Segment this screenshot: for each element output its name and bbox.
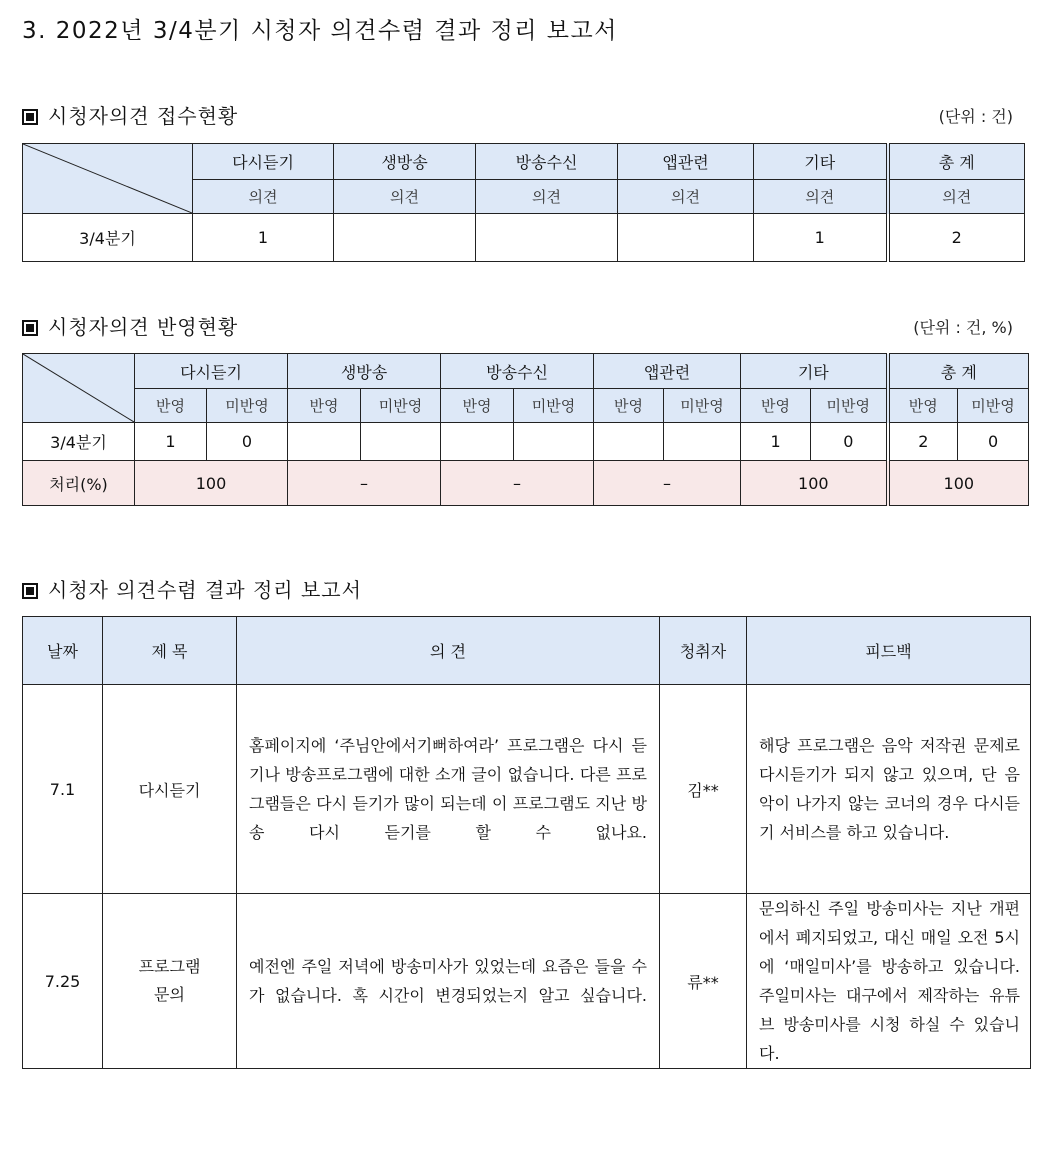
sub-header: 의견 [618, 180, 754, 214]
square-bullet-icon [22, 320, 38, 336]
reflect-unit: (단위 : 건, %) [913, 318, 1013, 337]
table-cell [594, 423, 664, 461]
sub-header-reflected: 반영 [288, 389, 361, 423]
sub-header-reflected: 반영 [441, 389, 514, 423]
receipt-unit: (단위 : 건) [938, 107, 1013, 126]
table-cell [441, 423, 514, 461]
reflect-heading-text: 시청자의견 반영현황 [48, 315, 239, 339]
rate-cell-total: 100 [888, 461, 1029, 506]
table-row [23, 894, 1031, 1069]
header-listener: 청취자 [660, 617, 747, 685]
sub-header-unreflected: 미반영 [664, 389, 741, 423]
sub-header-reflected: 반영 [594, 389, 664, 423]
sub-header-reflected: 반영 [741, 389, 811, 423]
report-heading-text: 시청자 의견수렴 결과 정리 보고서 [48, 578, 362, 602]
row-opinion: 홈페이지에 ‘주님안에서기뻐하여라’ 프로그램은 다시 듣기나 방송프로그램에 대한 소개 글이 없습니다. 다른 프로그램들은 다시 듣기가 많이 되는데 이 프로그램도 지난 방송 다시 듣기를 할 수 없나요. [237, 685, 660, 894]
table-cell [476, 214, 618, 262]
report-heading [22, 574, 362, 603]
table-cell: 0 [207, 423, 288, 461]
column-header: 앱관련 [594, 354, 741, 389]
header-feedback: 피드백 [747, 617, 1031, 685]
row-label: 3/4분기 [23, 423, 135, 461]
row-subject: 다시듣기 [103, 685, 237, 894]
column-header: 기타 [741, 354, 888, 389]
sub-header: 의견 [334, 180, 476, 214]
column-header-total: 총 계 [888, 354, 1029, 389]
table-cell: 1 [741, 423, 811, 461]
sub-header-unreflected: 미반영 [361, 389, 441, 423]
receipt-heading-text: 시청자의견 접수현황 [48, 104, 239, 128]
header-opinion: 의 견 [237, 617, 660, 685]
table-cell: 1 [754, 214, 888, 262]
rate-cell: – [594, 461, 741, 506]
receipt-table [22, 143, 1025, 262]
row-opinion: 예전엔 주일 저녁에 방송미사가 있었는데 요즘은 들을 수가 없습니다. 혹 시간이 변경되었는지 알고 싶습니다. [237, 894, 660, 1069]
row-label: 3/4분기 [23, 214, 193, 262]
table-cell [288, 423, 361, 461]
rate-cell: 100 [741, 461, 888, 506]
sub-header: 의견 [888, 180, 1025, 214]
row-date: 7.1 [23, 685, 103, 894]
diagonal-header-cell [23, 144, 193, 214]
table-cell [514, 423, 594, 461]
table-cell [361, 423, 441, 461]
receipt-heading [22, 100, 238, 129]
table-cell-total: 2 [888, 423, 958, 461]
column-header: 방송수신 [441, 354, 594, 389]
sub-header-unreflected: 미반영 [207, 389, 288, 423]
sub-header-unreflected: 미반영 [958, 389, 1029, 423]
reflect-table [22, 353, 1029, 506]
column-header: 방송수신 [476, 144, 618, 180]
square-bullet-icon [22, 583, 38, 599]
header-date: 날짜 [23, 617, 103, 685]
row-listener: 김** [660, 685, 747, 894]
table-row [23, 685, 1031, 894]
rate-cell: 100 [135, 461, 288, 506]
table-cell: 0 [811, 423, 888, 461]
row-listener: 류** [660, 894, 747, 1069]
square-bullet-icon [22, 109, 38, 125]
column-header: 생방송 [288, 354, 441, 389]
column-header: 다시듣기 [193, 144, 334, 180]
row-subject: 프로그램 문의 [103, 894, 237, 1069]
row-date: 7.25 [23, 894, 103, 1069]
table-cell-total: 2 [888, 214, 1025, 262]
sub-header: 의견 [754, 180, 888, 214]
row-feedback: 해당 프로그램은 음악 저작권 문제로 다시듣기가 되지 않고 있으며, 단 음악이 나가지 않는 코너의 경우 다시듣기 서비스를 하고 있습니다. [747, 685, 1031, 894]
row-feedback: 문의하신 주일 방송미사는 지난 개편에서 폐지되었고, 대신 매일 오전 5시에 ‘매일미사’를 방송하고 있습니다. 주일미사는 대구에서 제작하는 유튜브 방송미사를 시청 하실 수 있습니다. [747, 894, 1031, 1069]
table-cell [334, 214, 476, 262]
report-table [22, 616, 1031, 1069]
column-header: 앱관련 [618, 144, 754, 180]
sub-header-reflected: 반영 [135, 389, 207, 423]
column-header-total: 총 계 [888, 144, 1025, 180]
column-header: 다시듣기 [135, 354, 288, 389]
table-cell-total: 0 [958, 423, 1029, 461]
sub-header: 의견 [476, 180, 618, 214]
table-cell [618, 214, 754, 262]
column-header: 생방송 [334, 144, 476, 180]
diagonal-header-cell [23, 354, 135, 423]
header-subject: 제 목 [103, 617, 237, 685]
table-cell: 1 [135, 423, 207, 461]
table-cell: 1 [193, 214, 334, 262]
rate-cell: – [441, 461, 594, 506]
rate-row-label: 처리(%) [23, 461, 135, 506]
reflect-heading [22, 311, 238, 340]
page-title: 3. 2022년 3/4분기 시청자 의견수렴 결과 정리 보고서 [22, 18, 618, 44]
sub-header-unreflected: 미반영 [514, 389, 594, 423]
rate-cell: – [288, 461, 441, 506]
sub-header: 의견 [193, 180, 334, 214]
column-header: 기타 [754, 144, 888, 180]
table-cell [664, 423, 741, 461]
sub-header-unreflected: 미반영 [811, 389, 888, 423]
sub-header-reflected: 반영 [888, 389, 958, 423]
